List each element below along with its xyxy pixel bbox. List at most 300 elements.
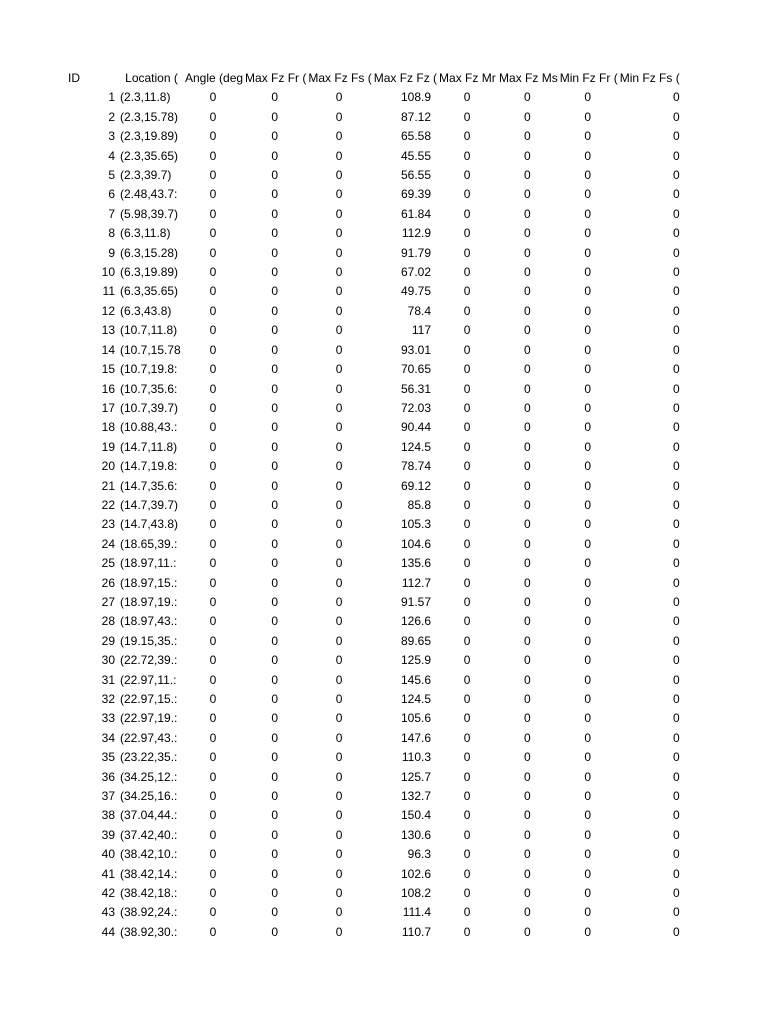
cell-id: 18 [101, 420, 115, 435]
cell-angle: 0 [209, 168, 217, 183]
cell-max-fz-fr: 0 [271, 633, 279, 648]
cell-max-fz-mr: 0 [463, 886, 471, 901]
cell-location: (38.42,14.: [120, 866, 178, 881]
cell-min-fz-fr: 0 [584, 614, 592, 629]
cell-id: 15 [101, 362, 115, 377]
cell-max-fz-ms: 0 [524, 808, 531, 823]
cell-max-fz-mr: 0 [463, 400, 471, 415]
header-min-fz-fs: Min Fz Fs ( [619, 71, 680, 85]
cell-id: 30 [101, 653, 115, 668]
cell-angle: 0 [209, 497, 217, 512]
cell-max-fz-fs: 0 [335, 323, 343, 338]
cell-max-fz-mr: 0 [463, 497, 471, 512]
cell-min-fz-fr: 0 [584, 556, 592, 571]
cell-location: (10.7,35.6: [120, 381, 178, 396]
cell-min-fz-fs: 0 [673, 245, 680, 260]
cell-max-fz-fr: 0 [271, 420, 279, 435]
cell-max-fz-ms: 0 [524, 226, 531, 241]
data-table [0, 69, 680, 942]
cell-max-fz-mr: 0 [463, 459, 471, 474]
cell-id: 33 [101, 711, 115, 726]
cell-min-fz-fr: 0 [584, 109, 592, 124]
cell-max-fz-fz: 78.4 [407, 303, 432, 318]
cell-location: (6.3,35.65) [120, 284, 179, 299]
header-id: ID [68, 71, 80, 85]
cell-max-fz-ms: 0 [524, 459, 531, 474]
cell-min-fz-fr: 0 [584, 827, 592, 842]
cell-angle: 0 [209, 187, 217, 202]
cell-max-fz-fr: 0 [271, 497, 279, 512]
cell-location: (18.97,15.: [120, 575, 178, 590]
cell-id: 24 [101, 536, 115, 551]
cell-id: 38 [101, 808, 115, 823]
table-row [0, 845, 680, 864]
cell-max-fz-fz: 104.6 [401, 536, 432, 551]
cell-min-fz-fr: 0 [584, 459, 592, 474]
cell-max-fz-fs: 0 [335, 769, 343, 784]
cell-max-fz-fz: 93.01 [401, 342, 432, 357]
cell-min-fz-fs: 0 [673, 497, 680, 512]
cell-min-fz-fr: 0 [584, 653, 592, 668]
cell-min-fz-fs: 0 [673, 187, 680, 202]
cell-max-fz-fz: 49.75 [401, 284, 432, 299]
cell-max-fz-ms: 0 [524, 129, 531, 144]
cell-max-fz-fz: 69.12 [401, 478, 432, 493]
table-row [0, 438, 680, 457]
table-row [0, 865, 680, 884]
table-row [0, 826, 680, 845]
cell-location: (19.15,35.: [120, 633, 178, 648]
cell-location: (37.42,40.: [120, 827, 178, 842]
cell-id: 1 [108, 90, 115, 105]
cell-min-fz-fr: 0 [584, 575, 592, 590]
cell-min-fz-fs: 0 [673, 789, 680, 804]
cell-max-fz-fz: 112.7 [401, 575, 432, 590]
cell-max-fz-ms: 0 [524, 750, 531, 765]
cell-min-fz-fr: 0 [584, 148, 592, 163]
cell-max-fz-ms: 0 [524, 672, 531, 687]
cell-location: (37.04,44.: [120, 808, 178, 823]
cell-min-fz-fs: 0 [673, 730, 680, 745]
cell-min-fz-fr: 0 [584, 168, 592, 183]
cell-min-fz-fs: 0 [673, 672, 680, 687]
cell-location: (5.98,39.7) [120, 206, 179, 221]
cell-angle: 0 [209, 420, 217, 435]
cell-max-fz-ms: 0 [524, 692, 531, 706]
cell-max-fz-fz: 125.7 [401, 769, 432, 784]
cell-location: (2.3,15.78) [120, 109, 179, 124]
cell-min-fz-fs: 0 [673, 90, 680, 105]
cell-min-fz-fs: 0 [673, 303, 680, 318]
cell-id: 21 [101, 478, 115, 493]
cell-max-fz-fs: 0 [335, 459, 343, 474]
cell-max-fz-fr: 0 [271, 886, 279, 901]
cell-min-fz-fr: 0 [584, 342, 592, 357]
cell-min-fz-fs: 0 [673, 420, 680, 435]
cell-max-fz-fs: 0 [335, 692, 343, 706]
cell-angle: 0 [209, 245, 217, 260]
table-row [0, 768, 680, 787]
cell-max-fz-fr: 0 [271, 381, 279, 396]
cell-max-fz-fr: 0 [271, 905, 279, 920]
cell-max-fz-mr: 0 [463, 633, 471, 648]
cell-max-fz-ms: 0 [524, 614, 531, 629]
cell-max-fz-ms: 0 [524, 109, 531, 124]
cell-max-fz-mr: 0 [463, 653, 471, 668]
cell-max-fz-ms: 0 [524, 342, 531, 357]
cell-max-fz-fz: 70.65 [401, 362, 432, 377]
cell-angle: 0 [209, 808, 217, 823]
cell-max-fz-mr: 0 [463, 672, 471, 687]
cell-max-fz-fs: 0 [335, 789, 343, 804]
cell-max-fz-fz: 65.58 [401, 129, 432, 144]
table-row [0, 690, 680, 709]
cell-max-fz-mr: 0 [463, 168, 471, 183]
cell-max-fz-fs: 0 [335, 226, 343, 241]
cell-min-fz-fr: 0 [584, 847, 592, 862]
cell-id: 28 [101, 614, 115, 629]
cell-id: 34 [101, 730, 115, 745]
cell-min-fz-fs: 0 [673, 594, 680, 609]
cell-angle: 0 [209, 400, 217, 415]
cell-max-fz-fs: 0 [335, 303, 343, 318]
cell-location: (2.3,39.7) [120, 168, 172, 183]
cell-max-fz-mr: 0 [463, 575, 471, 590]
cell-min-fz-fs: 0 [673, 808, 680, 823]
cell-max-fz-fs: 0 [335, 187, 343, 202]
cell-max-fz-ms: 0 [524, 827, 531, 842]
cell-location: (14.7,19.8: [120, 459, 178, 474]
cell-min-fz-fr: 0 [584, 323, 592, 338]
cell-max-fz-mr: 0 [463, 614, 471, 629]
cell-min-fz-fs: 0 [673, 226, 680, 241]
cell-max-fz-fz: 96.3 [407, 847, 432, 862]
cell-id: 42 [101, 886, 115, 901]
cell-max-fz-mr: 0 [463, 439, 471, 454]
cell-angle: 0 [209, 924, 217, 939]
cell-location: (22.97,43.: [120, 730, 178, 745]
cell-angle: 0 [209, 362, 217, 377]
cell-max-fz-fr: 0 [271, 672, 279, 687]
cell-location: (22.97,15.: [120, 692, 178, 706]
cell-id: 10 [101, 265, 115, 280]
cell-min-fz-fs: 0 [673, 536, 680, 551]
cell-angle: 0 [209, 711, 217, 726]
cell-angle: 0 [209, 614, 217, 629]
cell-max-fz-fz: 132.7 [401, 789, 432, 804]
cell-max-fz-mr: 0 [463, 769, 471, 784]
cell-max-fz-mr: 0 [463, 827, 471, 842]
cell-max-fz-fz: 89.65 [401, 633, 432, 648]
cell-max-fz-ms: 0 [524, 769, 531, 784]
cell-id: 26 [101, 575, 115, 590]
cell-max-fz-fr: 0 [271, 614, 279, 629]
cell-min-fz-fs: 0 [673, 692, 680, 706]
cell-max-fz-mr: 0 [463, 109, 471, 124]
cell-id: 25 [101, 556, 115, 571]
cell-max-fz-mr: 0 [463, 556, 471, 571]
cell-location: (23.22,35.: [120, 750, 178, 765]
cell-max-fz-mr: 0 [463, 187, 471, 202]
cell-max-fz-fr: 0 [271, 478, 279, 493]
cell-min-fz-fs: 0 [673, 284, 680, 299]
cell-max-fz-fz: 112.9 [401, 226, 432, 241]
cell-location: (6.3,11.8) [120, 226, 171, 241]
cell-min-fz-fr: 0 [584, 420, 592, 435]
cell-max-fz-ms: 0 [524, 148, 531, 163]
table-row [0, 709, 680, 728]
cell-max-fz-mr: 0 [463, 226, 471, 241]
cell-min-fz-fr: 0 [584, 478, 592, 493]
cell-id: 4 [108, 148, 115, 163]
cell-max-fz-fz: 78.74 [401, 459, 432, 474]
cell-max-fz-mr: 0 [463, 342, 471, 357]
cell-angle: 0 [209, 90, 217, 105]
cell-location: (2.3,11.8) [120, 90, 171, 105]
cell-min-fz-fr: 0 [584, 206, 592, 221]
cell-angle: 0 [209, 342, 217, 357]
cell-max-fz-mr: 0 [463, 129, 471, 144]
cell-id: 31 [101, 672, 115, 687]
cell-max-fz-fs: 0 [335, 633, 343, 648]
cell-min-fz-fs: 0 [673, 109, 680, 124]
header-max-fz-ms: Max Fz Ms [499, 71, 558, 85]
cell-location: (2.3,19.89) [120, 129, 179, 144]
cell-id: 14 [101, 342, 115, 357]
cell-max-fz-fs: 0 [335, 381, 343, 396]
cell-max-fz-mr: 0 [463, 924, 471, 939]
cell-max-fz-fz: 147.6 [401, 730, 432, 745]
cell-min-fz-fr: 0 [584, 439, 592, 454]
cell-max-fz-mr: 0 [463, 245, 471, 260]
cell-min-fz-fs: 0 [673, 478, 680, 493]
cell-location: (6.3,15.28) [120, 245, 179, 260]
cell-min-fz-fr: 0 [584, 789, 592, 804]
table-row [0, 108, 680, 127]
cell-id: 23 [101, 517, 115, 532]
table-row [0, 632, 680, 651]
cell-max-fz-fz: 69.39 [401, 187, 432, 202]
cell-max-fz-fs: 0 [335, 866, 343, 881]
cell-max-fz-ms: 0 [524, 284, 531, 299]
header-max-fz-mr: Max Fz Mr [439, 71, 496, 85]
cell-max-fz-fr: 0 [271, 168, 279, 183]
cell-max-fz-fs: 0 [335, 420, 343, 435]
cell-max-fz-fr: 0 [271, 730, 279, 745]
cell-id: 29 [101, 633, 115, 648]
cell-location: (14.7,35.6: [120, 478, 178, 493]
cell-min-fz-fr: 0 [584, 711, 592, 726]
cell-max-fz-ms: 0 [524, 924, 531, 939]
table-row [0, 477, 680, 496]
cell-max-fz-fz: 72.03 [401, 400, 432, 415]
cell-max-fz-fs: 0 [335, 497, 343, 512]
cell-min-fz-fr: 0 [584, 594, 592, 609]
cell-max-fz-fs: 0 [335, 362, 343, 377]
cell-location: (38.42,10.: [120, 847, 178, 862]
table-row [0, 535, 680, 554]
cell-id: 2 [108, 109, 115, 124]
cell-max-fz-fz: 125.9 [401, 653, 432, 668]
cell-min-fz-fs: 0 [673, 633, 680, 648]
cell-max-fz-mr: 0 [463, 206, 471, 221]
cell-max-fz-fr: 0 [271, 808, 279, 823]
cell-max-fz-ms: 0 [524, 168, 531, 183]
cell-max-fz-mr: 0 [463, 789, 471, 804]
cell-min-fz-fr: 0 [584, 245, 592, 260]
cell-min-fz-fs: 0 [673, 517, 680, 532]
cell-angle: 0 [209, 866, 217, 881]
cell-angle: 0 [209, 594, 217, 609]
table-row [0, 282, 680, 301]
cell-min-fz-fr: 0 [584, 517, 592, 532]
cell-min-fz-fr: 0 [584, 866, 592, 881]
cell-max-fz-fr: 0 [271, 284, 279, 299]
cell-angle: 0 [209, 129, 217, 144]
cell-max-fz-fz: 102.6 [401, 866, 432, 881]
cell-id: 9 [108, 245, 115, 260]
cell-angle: 0 [209, 847, 217, 862]
cell-max-fz-fz: 117 [411, 323, 432, 338]
cell-max-fz-fz: 145.6 [401, 672, 432, 687]
cell-max-fz-fs: 0 [335, 653, 343, 668]
cell-max-fz-fs: 0 [335, 594, 343, 609]
cell-min-fz-fs: 0 [673, 827, 680, 842]
cell-angle: 0 [209, 886, 217, 901]
cell-max-fz-ms: 0 [524, 633, 531, 648]
cell-max-fz-fr: 0 [271, 206, 279, 221]
cell-max-fz-fs: 0 [335, 924, 343, 939]
cell-max-fz-ms: 0 [524, 653, 531, 668]
cell-max-fz-mr: 0 [463, 381, 471, 396]
cell-max-fz-mr: 0 [463, 148, 471, 163]
cell-max-fz-fr: 0 [271, 226, 279, 241]
cell-min-fz-fs: 0 [673, 381, 680, 396]
cell-max-fz-ms: 0 [524, 730, 531, 745]
cell-max-fz-mr: 0 [463, 303, 471, 318]
header-max-fz-fr: Max Fz Fr ( [245, 71, 307, 85]
cell-id: 35 [101, 750, 115, 765]
cell-max-fz-fs: 0 [335, 478, 343, 493]
cell-max-fz-fs: 0 [335, 827, 343, 842]
cell-id: 44 [101, 924, 115, 939]
cell-min-fz-fr: 0 [584, 90, 592, 105]
cell-location: (6.3,19.89) [120, 265, 179, 280]
table-row [0, 224, 680, 243]
cell-max-fz-fr: 0 [271, 109, 279, 124]
cell-angle: 0 [209, 148, 217, 163]
cell-max-fz-ms: 0 [524, 905, 531, 920]
cell-angle: 0 [209, 556, 217, 571]
cell-id: 20 [101, 459, 115, 474]
cell-min-fz-fs: 0 [673, 905, 680, 920]
cell-min-fz-fr: 0 [584, 672, 592, 687]
cell-min-fz-fs: 0 [673, 342, 680, 357]
cell-min-fz-fs: 0 [673, 556, 680, 571]
cell-max-fz-ms: 0 [524, 594, 531, 609]
cell-max-fz-fr: 0 [271, 303, 279, 318]
cell-max-fz-fz: 124.5 [401, 692, 432, 706]
cell-max-fz-fz: 108.2 [401, 886, 432, 901]
cell-max-fz-fs: 0 [335, 808, 343, 823]
table-body [0, 88, 680, 942]
cell-min-fz-fr: 0 [584, 497, 592, 512]
cell-max-fz-fs: 0 [335, 206, 343, 221]
cell-max-fz-mr: 0 [463, 323, 471, 338]
cell-min-fz-fr: 0 [584, 400, 592, 415]
table-row [0, 593, 680, 612]
table-row [0, 806, 680, 825]
table-row [0, 127, 680, 146]
table-row [0, 515, 680, 534]
table-row [0, 748, 680, 767]
cell-max-fz-fz: 87.12 [401, 109, 432, 124]
cell-max-fz-fs: 0 [335, 245, 343, 260]
cell-location: (14.7,11.8) [120, 439, 178, 454]
cell-max-fz-fr: 0 [271, 594, 279, 609]
cell-max-fz-fz: 91.79 [401, 245, 432, 260]
cell-angle: 0 [209, 730, 217, 745]
cell-min-fz-fs: 0 [673, 206, 680, 221]
header-angle: Angle (deg [185, 71, 244, 85]
cell-min-fz-fr: 0 [584, 284, 592, 299]
cell-max-fz-fs: 0 [335, 672, 343, 687]
cell-angle: 0 [209, 381, 217, 396]
cell-min-fz-fs: 0 [673, 924, 680, 939]
cell-min-fz-fs: 0 [673, 847, 680, 862]
cell-angle: 0 [209, 750, 217, 765]
cell-max-fz-fz: 108.9 [401, 90, 432, 105]
cell-min-fz-fs: 0 [673, 459, 680, 474]
cell-location: (10.7,15.78 [120, 342, 181, 357]
cell-max-fz-fr: 0 [271, 711, 279, 726]
cell-max-fz-fr: 0 [271, 847, 279, 862]
cell-max-fz-fs: 0 [335, 90, 343, 105]
cell-max-fz-fs: 0 [335, 284, 343, 299]
cell-angle: 0 [209, 633, 217, 648]
cell-max-fz-fs: 0 [335, 129, 343, 144]
cell-id: 17 [101, 400, 115, 415]
cell-max-fz-ms: 0 [524, 789, 531, 804]
cell-angle: 0 [209, 323, 217, 338]
cell-max-fz-fz: 150.4 [401, 808, 432, 823]
table-row [0, 166, 680, 185]
cell-location: (22.72,39.: [120, 653, 178, 668]
cell-max-fz-fz: 110.3 [401, 750, 432, 765]
cell-min-fz-fr: 0 [584, 226, 592, 241]
cell-id: 8 [108, 226, 115, 241]
cell-min-fz-fr: 0 [584, 381, 592, 396]
cell-max-fz-fz: 135.6 [401, 556, 432, 571]
cell-max-fz-ms: 0 [524, 323, 531, 338]
table-row [0, 671, 680, 690]
cell-angle: 0 [209, 439, 217, 454]
cell-angle: 0 [209, 905, 217, 920]
cell-id: 7 [108, 206, 115, 221]
cell-location: (38.42,18.: [120, 886, 178, 901]
cell-id: 22 [101, 497, 115, 512]
table-row [0, 321, 680, 340]
cell-max-fz-fr: 0 [271, 245, 279, 260]
cell-angle: 0 [209, 206, 217, 221]
cell-min-fz-fr: 0 [584, 129, 592, 144]
table-row [0, 418, 680, 437]
cell-max-fz-mr: 0 [463, 90, 471, 105]
cell-min-fz-fr: 0 [584, 303, 592, 318]
cell-min-fz-fr: 0 [584, 808, 592, 823]
cell-max-fz-fs: 0 [335, 517, 343, 532]
cell-min-fz-fr: 0 [584, 633, 592, 648]
